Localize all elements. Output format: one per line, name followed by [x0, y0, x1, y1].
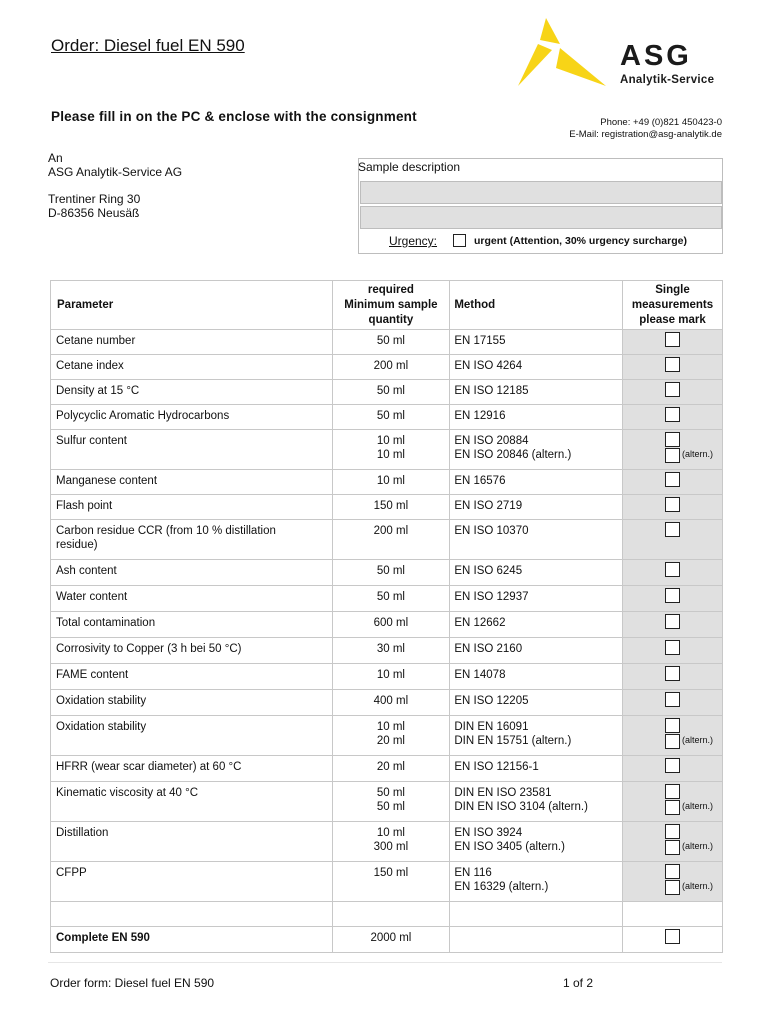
- method-cell-line: EN 12916: [454, 410, 506, 422]
- method-cell: [450, 927, 623, 953]
- quantity-cell-line: 50 ml: [376, 335, 405, 347]
- table-row: [51, 716, 723, 756]
- method-cell: [450, 470, 623, 495]
- method-cell: [450, 690, 623, 716]
- measurement-checkbox[interactable]: [665, 800, 680, 815]
- logo-name: ASG: [620, 40, 692, 72]
- quantity-cell: [332, 355, 450, 380]
- quantity-cell: [332, 782, 450, 822]
- header-single: [623, 281, 723, 330]
- quantity-cell-line: 10 ml: [376, 435, 405, 447]
- measurement-checkbox[interactable]: [665, 784, 680, 799]
- measurement-checkbox[interactable]: [665, 332, 680, 347]
- single-measurement-cell: [623, 355, 723, 380]
- parameter-cell: [51, 862, 333, 902]
- parameter-cell-line: Density at 15 °C: [56, 385, 140, 397]
- footer-title: Order form: Diesel fuel EN 590: [50, 976, 215, 990]
- quantity-cell-line: 50 ml: [376, 385, 405, 397]
- quantity-cell: [332, 330, 450, 355]
- method-cell-line: EN 16576: [454, 475, 506, 487]
- method-cell: [450, 380, 623, 405]
- method-cell-line: EN ISO 12937: [454, 591, 529, 603]
- quantity-cell: [332, 430, 450, 470]
- parameter-cell: [51, 560, 333, 586]
- measurement-checkbox[interactable]: [665, 929, 680, 944]
- altern-note: (altern.): [682, 735, 714, 745]
- parameter-cell: [51, 520, 333, 560]
- altern-note: (altern.): [682, 881, 714, 891]
- table-row: [51, 690, 723, 716]
- single-measurement-cell: [623, 716, 723, 756]
- measurement-checkbox[interactable]: [665, 692, 680, 707]
- parameter-cell: [51, 690, 333, 716]
- parameter-cell: [51, 716, 333, 756]
- single-measurement-cell: [623, 664, 723, 690]
- method-cell-line: EN 14078: [454, 669, 506, 681]
- parameter-cell-line: Flash point: [56, 500, 113, 512]
- measurement-checkbox[interactable]: [665, 718, 680, 733]
- parameter-cell: [51, 495, 333, 520]
- address-city: D-86356 Neusäß: [48, 206, 140, 220]
- measurement-checkbox[interactable]: [665, 666, 680, 681]
- measurement-checkbox[interactable]: [665, 864, 680, 879]
- quantity-cell: [332, 520, 450, 560]
- quantity-cell-line: 20 ml: [376, 761, 405, 773]
- quantity-cell: [332, 638, 450, 664]
- table-row: [51, 822, 723, 862]
- quantity-cell: [332, 690, 450, 716]
- method-cell-line: DIN EN 16091: [454, 721, 529, 733]
- parameter-cell-line: FAME content: [56, 669, 129, 681]
- parameter-cell-line: Oxidation stability: [56, 695, 147, 707]
- quantity-cell-line: 50 ml: [376, 801, 405, 813]
- parameter-cell-line: Complete EN 590: [56, 932, 150, 944]
- table-row: [51, 862, 723, 902]
- method-cell-line: EN ISO 2719: [454, 500, 523, 512]
- header-single-line: please mark: [639, 313, 706, 326]
- logo-subtitle: Analytik-Service: [620, 74, 715, 86]
- urgency-label: Urgency:: [389, 234, 438, 248]
- parameter-cell: [51, 782, 333, 822]
- method-cell-line: DIN EN ISO 3104 (altern.): [454, 801, 588, 813]
- parameter-cell-line: Oxidation stability: [56, 721, 147, 733]
- single-measurement-cell: [623, 380, 723, 405]
- sample-description-field-1[interactable]: [360, 181, 722, 204]
- sample-description-field-2[interactable]: [360, 206, 722, 229]
- method-cell-line: EN ISO 20846 (altern.): [454, 449, 572, 461]
- single-measurement-cell: [623, 405, 723, 430]
- quantity-cell-line: 10 ml: [376, 449, 405, 461]
- parameter-cell-line: Ash content: [56, 565, 117, 577]
- table-row: [51, 470, 723, 495]
- parameter-cell: [51, 355, 333, 380]
- single-measurement-cell: [623, 520, 723, 560]
- parameter-cell: [51, 638, 333, 664]
- parameter-cell: [51, 822, 333, 862]
- measurement-checkbox[interactable]: [665, 758, 680, 773]
- altern-note: (altern.): [682, 449, 714, 459]
- single-measurement-cell: [623, 470, 723, 495]
- measurement-checkbox[interactable]: [665, 432, 680, 447]
- table-header-row: [51, 281, 723, 330]
- quantity-cell-line: 20 ml: [376, 735, 405, 747]
- header-parameter: Parameter: [51, 281, 333, 330]
- parameter-cell: [51, 612, 333, 638]
- single-measurement-cell: [623, 782, 723, 822]
- parameter-cell-line: HFRR (wear scar diameter) at 60 °C: [56, 761, 242, 773]
- parameter-cell: [51, 430, 333, 470]
- parameter-cell-line: Total contamination: [56, 617, 156, 629]
- parameter-cell: [51, 902, 333, 927]
- parameter-cell: [51, 380, 333, 405]
- quantity-cell: [332, 664, 450, 690]
- phone-text: Phone: +49 (0)821 450423-0: [600, 117, 722, 128]
- quantity-cell: [332, 560, 450, 586]
- method-cell: [450, 822, 623, 862]
- page-title: Order: Diesel fuel EN 590: [51, 36, 245, 55]
- table-row: [51, 664, 723, 690]
- method-cell: [450, 716, 623, 756]
- parameter-cell: [51, 586, 333, 612]
- measurement-checkbox[interactable]: [665, 640, 680, 655]
- measurement-checkbox[interactable]: [665, 734, 680, 749]
- parameter-cell-line: Kinematic viscosity at 40 °C: [56, 787, 199, 799]
- footer-divider: [48, 962, 722, 963]
- method-cell-line: EN ISO 12156-1: [454, 761, 539, 773]
- instruction-text: Please fill in on the PC & enclose with the consignment: [51, 109, 417, 124]
- method-cell-line: EN 12662: [454, 617, 506, 629]
- header-quantity-line: required: [367, 283, 414, 296]
- measurement-checkbox[interactable]: [665, 407, 680, 422]
- table-row: [51, 330, 723, 355]
- table-row: [51, 756, 723, 782]
- method-cell-line: EN ISO 12185: [454, 385, 529, 397]
- table-row: [51, 355, 723, 380]
- single-measurement-cell: [623, 756, 723, 782]
- method-cell-line: EN ISO 4264: [454, 360, 523, 372]
- parameter-cell-line: Polycyclic Aromatic Hydrocarbons: [56, 410, 230, 422]
- altern-note: (altern.): [682, 841, 714, 851]
- measurement-checkbox[interactable]: [665, 522, 680, 537]
- table-row: [51, 380, 723, 405]
- quantity-cell-line: 200 ml: [373, 360, 409, 372]
- table-row: [51, 560, 723, 586]
- table-row: [51, 612, 723, 638]
- method-cell-line: EN ISO 6245: [454, 565, 523, 577]
- method-cell: [450, 495, 623, 520]
- quantity-cell: [332, 495, 450, 520]
- method-cell-line: EN 17155: [454, 335, 506, 347]
- quantity-cell-line: 400 ml: [373, 695, 409, 707]
- parameter-cell: [51, 470, 333, 495]
- parameter-cell-line: CFPP: [56, 867, 87, 879]
- quantity-cell-line: 10 ml: [376, 721, 405, 733]
- logo-triangle-right: [556, 48, 606, 86]
- header-quantity: [332, 281, 450, 330]
- parameter-cell-line: residue): [56, 539, 98, 551]
- quantity-cell: [332, 822, 450, 862]
- header-quantity-line: quantity: [368, 313, 414, 326]
- quantity-cell-line: 30 ml: [376, 643, 405, 655]
- quantity-cell-line: 150 ml: [373, 500, 409, 512]
- table-row: [51, 782, 723, 822]
- address-company: ASG Analytik-Service AG: [48, 165, 183, 179]
- quantity-cell-line: 10 ml: [376, 827, 405, 839]
- method-cell-line: DIN EN ISO 23581: [454, 787, 552, 799]
- quantity-cell: [332, 380, 450, 405]
- single-measurement-cell: [623, 430, 723, 470]
- method-cell-line: EN ISO 3924: [454, 827, 523, 839]
- quantity-cell: [332, 716, 450, 756]
- method-cell-line: EN ISO 10370: [454, 525, 529, 537]
- method-cell: [450, 405, 623, 430]
- measurement-checkbox[interactable]: [665, 382, 680, 397]
- urgency-checkbox[interactable]: [453, 234, 466, 247]
- measurement-checkbox[interactable]: [665, 840, 680, 855]
- method-cell-line: EN 16329 (altern.): [454, 881, 549, 893]
- method-cell: [450, 862, 623, 902]
- parameter-cell-line: Sulfur content: [56, 435, 127, 447]
- parameter-cell-line: Cetane number: [56, 335, 136, 347]
- parameter-cell-line: Water content: [56, 591, 128, 603]
- parameter-cell: [51, 664, 333, 690]
- quantity-cell-line: 50 ml: [376, 591, 405, 603]
- measurement-checkbox[interactable]: [665, 357, 680, 372]
- parameter-cell-line: Manganese content: [56, 475, 158, 487]
- parameter-cell: [51, 756, 333, 782]
- parameter-table: [50, 280, 723, 953]
- quantity-cell: [332, 862, 450, 902]
- measurement-checkbox[interactable]: [665, 588, 680, 603]
- method-cell-line: EN 116: [454, 867, 492, 879]
- method-cell: [450, 430, 623, 470]
- measurement-checkbox[interactable]: [665, 497, 680, 512]
- address-line: An: [48, 151, 63, 165]
- header-single-line: Single: [655, 283, 690, 296]
- quantity-cell: [332, 902, 450, 927]
- measurement-checkbox[interactable]: [665, 880, 680, 895]
- urgency-text: urgent (Attention, 30% urgency surcharge): [474, 235, 687, 247]
- single-measurement-cell: [623, 822, 723, 862]
- method-cell: [450, 520, 623, 560]
- method-cell: [450, 586, 623, 612]
- table-row: [51, 927, 723, 953]
- measurement-checkbox[interactable]: [665, 472, 680, 487]
- method-cell: [450, 756, 623, 782]
- single-measurement-cell: [623, 560, 723, 586]
- measurement-checkbox[interactable]: [665, 824, 680, 839]
- quantity-cell-line: 150 ml: [373, 867, 409, 879]
- single-measurement-cell: [623, 902, 723, 927]
- quantity-cell-line: 10 ml: [376, 669, 405, 681]
- quantity-cell: [332, 756, 450, 782]
- single-measurement-cell: [623, 862, 723, 902]
- method-cell: [450, 902, 623, 927]
- table-row: [51, 430, 723, 470]
- quantity-cell: [332, 470, 450, 495]
- parameter-cell: [51, 405, 333, 430]
- sample-description-label: Sample description: [358, 160, 461, 174]
- quantity-cell: [332, 927, 450, 953]
- parameter-cell-line: Carbon residue CCR (from 10 % distillation: [56, 525, 276, 537]
- method-cell: [450, 664, 623, 690]
- header-method: Method: [450, 281, 623, 330]
- quantity-cell-line: 50 ml: [376, 410, 405, 422]
- single-measurement-cell: [623, 586, 723, 612]
- single-measurement-cell: [623, 330, 723, 355]
- method-cell: [450, 330, 623, 355]
- measurement-checkbox[interactable]: [665, 614, 680, 629]
- logo-triangle-top: [540, 18, 560, 44]
- single-measurement-cell: [623, 927, 723, 953]
- measurement-checkbox[interactable]: [665, 562, 680, 577]
- method-cell-line: EN ISO 2160: [454, 643, 523, 655]
- parameter-cell: [51, 927, 333, 953]
- quantity-cell-line: 50 ml: [376, 787, 405, 799]
- parameter-cell-line: Corrosivity to Copper (3 h bei 50 °C): [56, 643, 242, 655]
- parameter-cell-line: Cetane index: [56, 360, 124, 372]
- quantity-cell-line: 300 ml: [373, 841, 409, 853]
- single-measurement-cell: [623, 495, 723, 520]
- quantity-cell: [332, 405, 450, 430]
- quantity-cell-line: 10 ml: [376, 475, 405, 487]
- single-measurement-cell: [623, 612, 723, 638]
- parameter-cell: [51, 330, 333, 355]
- altern-note: (altern.): [682, 801, 714, 811]
- quantity-cell-line: 2000 ml: [370, 932, 412, 944]
- method-cell-line: EN ISO 12205: [454, 695, 529, 707]
- method-cell: [450, 560, 623, 586]
- method-cell: [450, 782, 623, 822]
- method-cell-line: EN ISO 3405 (altern.): [454, 841, 565, 853]
- method-cell: [450, 612, 623, 638]
- table-row: [51, 902, 723, 927]
- table-row: [51, 638, 723, 664]
- quantity-cell-line: 50 ml: [376, 565, 405, 577]
- page-number: 1 of 2: [563, 976, 594, 990]
- method-cell-line: EN ISO 20884: [454, 435, 529, 447]
- method-cell-line: DIN EN 15751 (altern.): [454, 735, 572, 747]
- quantity-cell: [332, 586, 450, 612]
- single-measurement-cell: [623, 638, 723, 664]
- address-street: Trentiner Ring 30: [48, 192, 141, 206]
- method-cell: [450, 638, 623, 664]
- header-quantity-line: Minimum sample: [344, 298, 438, 311]
- table-row: [51, 520, 723, 560]
- single-measurement-cell: [623, 690, 723, 716]
- email-text: E-Mail: registration@asg-analytik.de: [569, 129, 722, 140]
- method-cell: [450, 355, 623, 380]
- quantity-cell-line: 200 ml: [373, 525, 409, 537]
- table-row: [51, 405, 723, 430]
- measurement-checkbox[interactable]: [665, 448, 680, 463]
- quantity-cell-line: 600 ml: [373, 617, 409, 629]
- parameter-cell-line: Distillation: [56, 827, 109, 839]
- quantity-cell: [332, 612, 450, 638]
- table-row: [51, 495, 723, 520]
- logo-triangle-left: [518, 44, 552, 86]
- table-row: [51, 586, 723, 612]
- header-single-line: measurements: [631, 298, 714, 311]
